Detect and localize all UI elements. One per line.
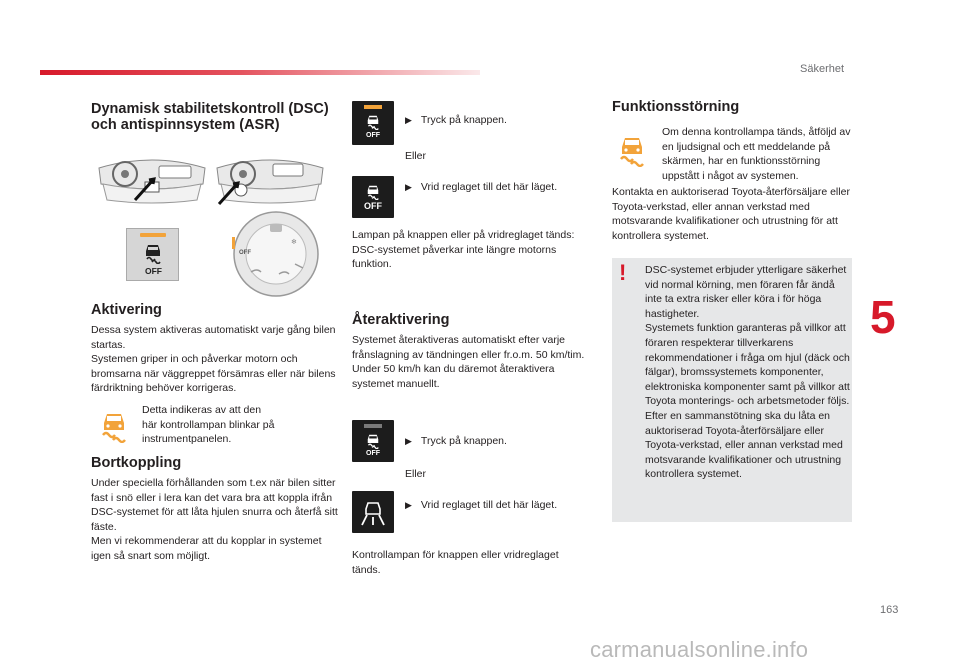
aktivering-text: Dessa system aktiveras automatiskt varje gång bilen startas. Systemen griper in och påverkar motorn och bromsarna när väggreppet försämras eller när bilens färdriktning behöver korrigeras.: [91, 324, 336, 395]
dsc-off-button-illustration: [126, 228, 179, 281]
header-red-bar: [40, 70, 480, 75]
turn-knob-instruction: ▶ Vrid reglaget till det här läget.: [405, 181, 558, 193]
section-name: Säkerhet: [800, 63, 845, 75]
bullet-arrow-icon: ▶: [405, 500, 412, 510]
warning-exclamation-icon: !: [619, 260, 627, 285]
off-label: OFF: [145, 266, 162, 276]
bullet-arrow-icon: ▶: [405, 182, 412, 192]
skid-warning-lamp-icon: [616, 133, 648, 167]
funktionsstorning-heading: Funktionsstörning: [612, 99, 740, 115]
bullet-arrow-icon: ▶: [405, 115, 412, 125]
drive-mode-knob-illustration: [229, 210, 321, 298]
aktivering-heading: Aktivering: [91, 302, 162, 318]
svg-text:❄: ❄: [291, 239, 297, 246]
chapter-number: 5: [870, 291, 896, 343]
bullet-arrow-icon: ▶: [405, 436, 412, 446]
knob-normal-position-icon: [352, 491, 394, 533]
button-led: [140, 233, 166, 237]
off-label: OFF: [366, 132, 380, 139]
skid-car-icon: [364, 182, 382, 200]
skid-car-icon: [364, 431, 382, 449]
final-text: Kontrollampan för knappen eller vridreglaget tänds.: [352, 549, 559, 576]
or-label-2: Eller: [405, 468, 427, 480]
malfunction-text: Om denna kontrollampa tänds, åtföljd av en ljudsignal och ett meddelande på skärmen, har en funktionsstörning uppstått i något av systemen.: [662, 126, 851, 182]
press-button-instruction-2: ▶ Tryck på knappen.: [405, 435, 507, 447]
warning-text: DSC-systemet erbjuder ytterligare säkerhet vid normal körning, men föraren får ändå inte ta extra risker eller köra i för höga hastigheter. Systemets funktion garanteras på villkor att föraren respekterar tillverkarens rekommendationer i fråga om hjul (däck och fälgar), bromssystemets komponenter, elektroniska komponenter samt på villkor att Toyota monterings- och arbetsmetoder följs. Efter en sammanstötning ska du låta en auktoriserad Toyota-återförsäljare eller Toyota-verkstad, eller annan verkstad med motsvarande kvalifikationer och utrustning kontrollera systemet.: [645, 264, 850, 481]
press-button-instruction: ▶ Tryck på knappen.: [405, 114, 507, 126]
off-label: OFF: [366, 450, 380, 457]
bortkoppling-text: Under speciella förhållanden som t.ex när bilen sitter fast i snö eller i lera kan det vara bra att koppla ifrån DSC-systemet för att låta hjulen snurra och återfå sitt fäste. Men vi rekommenderar att du kopplar in systemet igen så snart som möjligt.: [91, 477, 338, 562]
watermark: carmanualsonline.info: [590, 637, 809, 662]
skid-car-icon: [141, 240, 165, 264]
dashboard-illustration-left: [97, 154, 207, 206]
skid-warning-lamp-icon: [98, 409, 130, 443]
turn-knob-instruction-2: ▶ Vrid reglaget till det här läget.: [405, 499, 558, 511]
lamp-text: Lampan på knappen eller på vridreglaget tänds: DSC-systemet påverkar inte längre motorns funktion.: [352, 229, 575, 271]
dsc-button-reactivate-icon: [352, 420, 394, 462]
dashboard-illustration-right: [215, 154, 325, 206]
button-led-orange: [364, 105, 382, 109]
or-label: Eller: [405, 150, 427, 162]
svg-text:OFF: OFF: [239, 250, 251, 256]
ateraktivering-heading: Återaktivering: [352, 312, 450, 328]
skid-car-icon: [364, 112, 382, 130]
contact-text: Kontakta en auktoriserad Toyota-återförsäljare eller Toyota-verkstad, eller annan verkstad med motsvarande kvalifikationer och utrustning för att kontrollera systemet.: [612, 186, 850, 242]
ateraktivering-text: Systemet återaktiveras automatiskt efter varje frånslagning av tändningen eller fr.o.m. 50 km/tim. Under 50 km/h kan du däremot återaktivera systemet manuellt.: [352, 334, 585, 390]
page-number: 163: [880, 604, 899, 616]
dsc-off-button-icon: [352, 101, 394, 145]
bortkoppling-heading: Bortkoppling: [91, 455, 182, 471]
road-car-icon: [358, 497, 388, 527]
off-label: OFF: [364, 201, 382, 211]
page-title: Dynamisk stabilitetskontroll (DSC) och antispinnsystem (ASR): [91, 101, 329, 133]
button-led-off: [364, 424, 382, 428]
warning-box: [612, 258, 852, 522]
knob-off-position-icon: [352, 176, 394, 218]
indicator-text: Detta indikeras av att den här kontrollampan blinkar på instrumentpanelen.: [142, 404, 275, 446]
